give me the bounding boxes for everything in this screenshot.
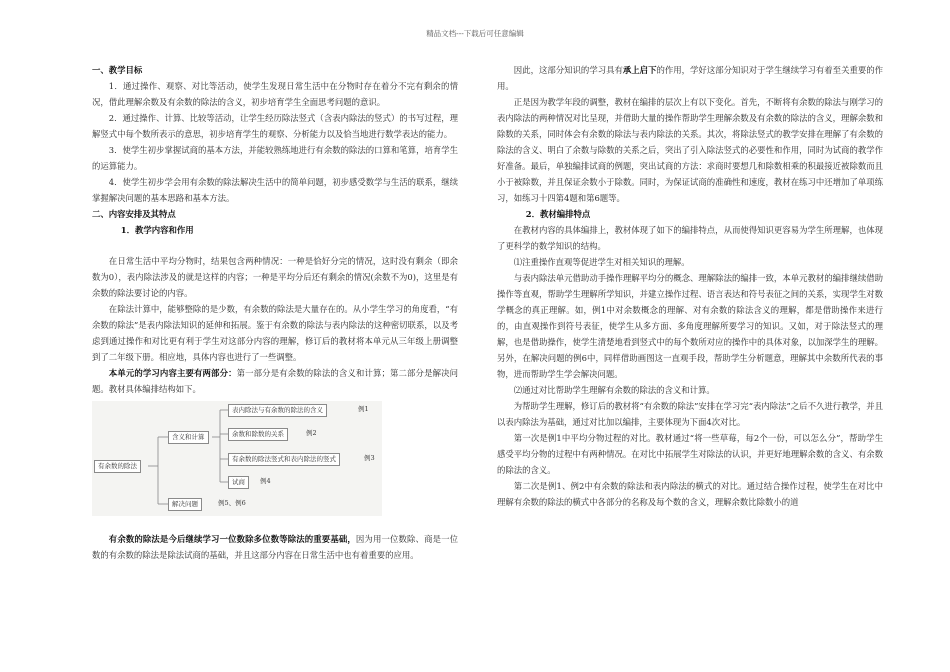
goal-4: 4．使学生初步学会用有余数的除法解决生活中的简单问题，初步感受数学与生活的联系，继续掌握解决问题的基本思路和基本方法。 <box>92 177 458 203</box>
left-column <box>92 62 458 563</box>
diagram-leaf-meaning-example: 例1 <box>358 405 369 413</box>
section-heading-teaching-goals: 一、教学目标 <box>92 65 143 75</box>
paragraph-feature-1-detail: 与表内除法单元借助动手操作理解平均分的概念、理解除法的编排一致，本单元教材的编排继续借助操作等直观，帮助学生理解所学知识，并建立操作过程、语言表达和符号表征之间的关系，实现学生对数学概念的真正理解。如，例1中对余数概念的理解、对有余数的除法含义的理解，都是借助操作来进行的，由直观操作到符号表征，使学生从多方面、多角度理解所要学习的知识。又如，对于除法竖式的理解，也是借助操作，使学生清楚地看到竖式中的每个数所对应的操作中的具体对象，以加深学生的理解。另外，在解决问题的例6中，同样借助画图这一直观手段，帮助学生分析题意，理解其中余数所代表的事物，进而帮助学生学会解决问题。 <box>497 273 883 379</box>
diagram-leaf-trial-quotient: 试商 <box>228 476 249 489</box>
page-header: 精品文档---下载后可任意编辑 <box>426 29 524 38</box>
diagram-leaf-remainder: 余数和除数的关系 <box>228 428 288 441</box>
paragraph-bridging <box>497 62 883 94</box>
diagram-leaf-trial-quotient-example: 例4 <box>260 477 271 485</box>
paragraph-comparison-1: 第一次是例1中平均分物过程的对比。教材通过“将一些草莓，每2个一份，可以怎么分”，帮助学生感受平均分物的过程中有两种情况。在对比中拓展学生对除法的认识，并更好地理解余数的含义、有余数的除法的含义。 <box>497 433 883 475</box>
diagram-leaf-meaning: 表内除法与有余数的除法的含义 <box>228 404 327 417</box>
diagram-leaf-vertical-form-example: 例3 <box>364 454 375 462</box>
paragraph-daily-life: 在日常生活中平均分物时，结果包含两种情况：一种是恰好分完的情况，这时没有剩余（即余数为0），表内除法涉及的就是这样的内容；一种是平均分后还有剩余的情况(余数不为0)，这里是有余数的除法要讨论的内容。 <box>92 256 458 298</box>
goal-3: 3．使学生初步掌握试商的基本方法，并能较熟练地进行有余数的除法的口算和笔算，培育学生的运算能力。 <box>92 145 458 171</box>
bridging-bold: 承上启下 <box>622 65 657 75</box>
diagram-branch-meaning: 含义和计算 <box>168 431 209 444</box>
paragraph-two-parts <box>92 365 458 397</box>
diagram-branch2-examples: 例5、例6 <box>218 499 246 507</box>
two-parts-bold: 本单元的学习内容主要有两部分： <box>108 368 237 378</box>
subheading-content-role: 1．教学内容和作用 <box>120 225 194 235</box>
paragraph-features-intro: 在教材内容的具体编排上，教材体现了如下的编排特点，从而使得知识更容易为学生所理解，也体现了更科学的数学知识的结构。 <box>497 225 883 251</box>
goal-2: 2．通过操作、计算、比较等活动，让学生经历除法竖式（含表内除法的竖式）的书写过程，理解竖式中每个数所表示的意思，初步培育学生的观察、分析能力以及恰当地进行数学表达的能力。 <box>92 113 458 139</box>
foundation-bold: 有余数的除法是今后继续学习一位数除多位数等除法的重要基础， <box>108 534 356 544</box>
paragraph-arrangement-changes: 正是因为教学年段的调整，教材在编排的层次上有以下变化。首先，不断将有余数的除法与刚学习的表内除法的两种情况对比呈现，并借助大量的操作帮助学生理解余数及有余数的除法的含义，理解余数和除数的关系，同时体会有余数的除法与表内除法的关系。其次，将除法竖式的教学安排在理解了有余数的除法的含义、明白了余数与除数的关系之后，突出了引入除法竖式的必要性和作用，同时为试商的教学作好准备。最后，单独编排试商的例题，突出试商的方法：求商时要想几和除数相乘的积最接近被除数而且小于被除数，并且保证余数小于除数。同时，为保证试商的准确性和速度，教材在练习中还增加了单项练习，如练习十四第4题和第6题等。 <box>497 97 883 203</box>
two-parts-rest: 第一部分是有余数的除法的含义和计算；第二部分是解决问题。教材具体编排结构如下。 <box>92 368 459 394</box>
diagram-leaf-remainder-example: 例2 <box>306 429 317 437</box>
paragraph-feature-2-detail: 为帮助学生理解，修订后的教材将“有余数的除法”安排在学习完“表内除法”之后不久进行教学，并且以表内除法为基础，通过对比加以编排，主要体现为下面4次对比。 <box>497 401 883 427</box>
paragraph-feature-1: ⑴注重操作直观等促进学生对相关知识的理解。 <box>513 257 690 267</box>
goal-1: 1．通过操作、观察、对比等活动，使学生发现日常生活中在分物时存在着分不完有剩余的情况，借此理解余数及有余数的除法的含义，初步培育学生全面思考问题的意识。 <box>92 81 458 107</box>
structure-diagram <box>92 401 382 516</box>
paragraph-feature-2: ⑵通过对比帮助学生理解有余数的除法的含义和计算。 <box>513 385 715 395</box>
right-column <box>497 62 883 510</box>
paragraph-foundation <box>92 531 458 563</box>
diagram-root: 有余数的除法 <box>94 460 141 473</box>
section-heading-content: 二、内容安排及其特点 <box>92 209 176 219</box>
bridging-b: 的作用，学好这部分知识对于学生继续学习有着至关重要的作用。 <box>497 65 884 91</box>
subheading-features: 2．教材编排特点 <box>525 209 591 219</box>
paragraph-division: 在除法计算中，能够整除的是少数，有余数的除法是大量存在的。从小学生学习的角度看，“有余数的除法”是表内除法知识的延伸和拓展。鉴于有余数的除法与表内除法的这种密切联系，以及考虑到通过操作和对比更有利于学生对这部分内容的理解，修订后的教材将本单元从三年级上册调整到了二年级下册。相应地，具体内容也进行了一些调整。 <box>92 304 458 362</box>
paragraph-comparison-2: 第二次是例1、例2中有余数的除法和表内除法的横式的对比。通过结合操作过程，使学生在对比中理解有余数的除法的横式中各部分的名称及每个数的含义，理解余数比除数小的道 <box>497 481 883 507</box>
diagram-branch-problem-solving: 解决问题 <box>168 498 202 511</box>
bridging-a: 因此，这部分知识的学习具有 <box>513 65 623 75</box>
foundation-rest: 因为用一位数除、商是一位数的有余数的除法是除法试商的基础，并且这部分内容在日常生活中也有着重要的应用。 <box>92 534 459 560</box>
diagram-leaf-vertical-form: 有余数的除法竖式和表内除法的竖式 <box>228 453 340 466</box>
